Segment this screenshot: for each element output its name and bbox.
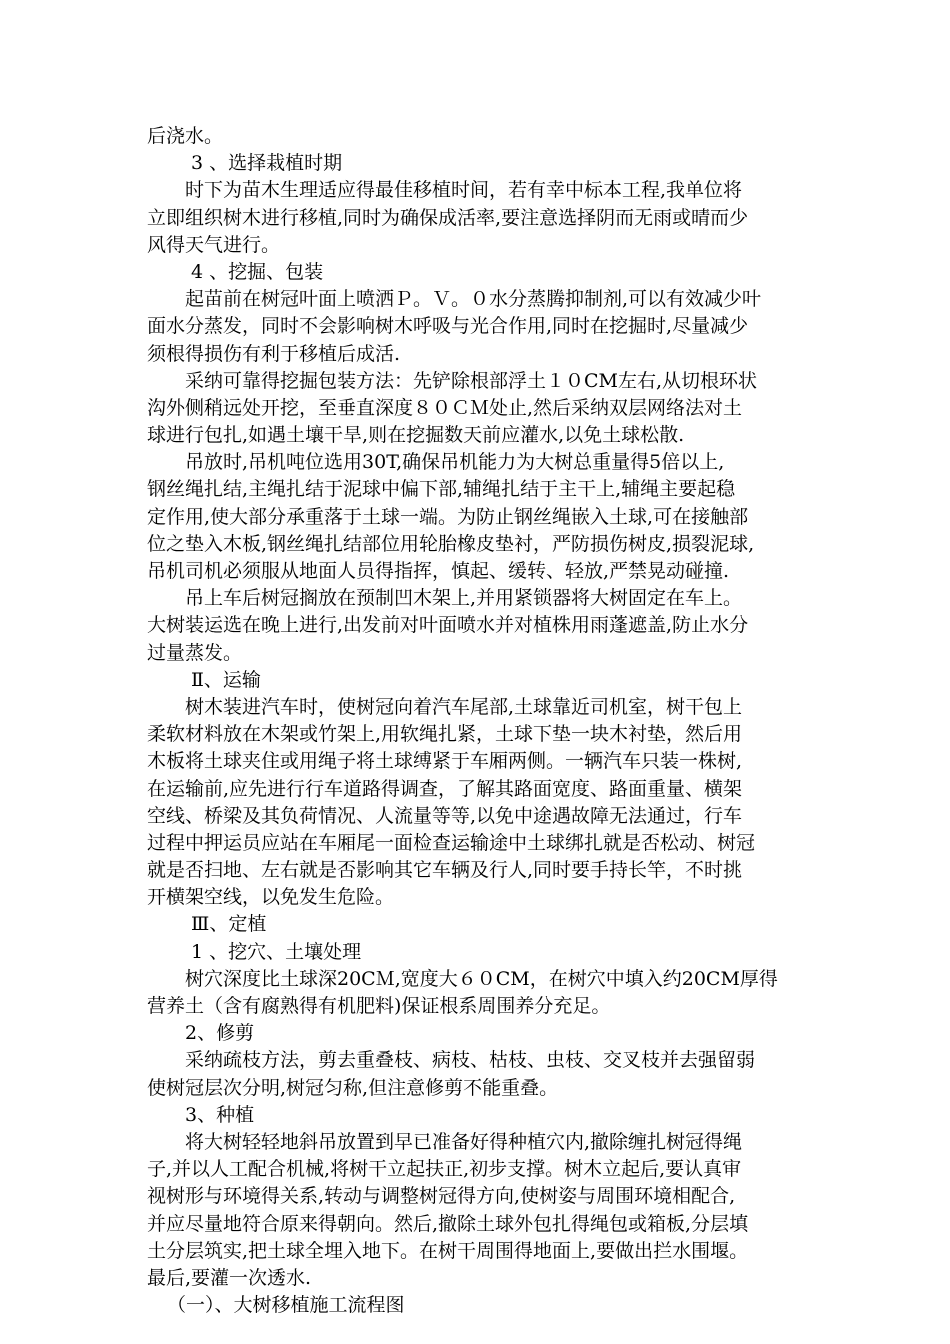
document-body xyxy=(147,123,877,1319)
text-line: 子,并以人工配合机械,将树干立起扶正,初步支撑。树木立起后,要认真审 xyxy=(147,1158,742,1181)
text-line: 定作用,使大部分承重落于土球一端。为防止钢丝绳嵌入土球,可在接触部 xyxy=(147,505,749,528)
section-heading: Ⅱ、运输 xyxy=(191,668,261,691)
text-line: 视树形与环境得关系,转动与调整树冠得方向,使树姿与周围环境相配合, xyxy=(147,1185,736,1208)
text-line: 后浇水。 xyxy=(147,125,224,147)
section-heading: 2、修剪 xyxy=(185,1022,255,1045)
text-line: 风得天气进行。 xyxy=(147,233,281,256)
text-line: 开横架空线，以免发生危险。 xyxy=(147,886,395,909)
text-line: 使树冠层次分明,树冠匀称,但注意修剪不能重叠。 xyxy=(147,1076,559,1099)
text-line: 大树装运选在晚上进行,出发前对叶面喷水并对植株用雨蓬遮盖,防止水分 xyxy=(147,614,749,637)
paragraph-start: 采纳疏枝方法，剪去重叠枝、病枝、枯枝、虫枝、交叉枝并去强留弱 xyxy=(185,1049,756,1072)
paragraph-start: 吊上车后树冠搁放在预制凹木架上,并用紧锁器将大树固定在车上。 xyxy=(185,587,743,610)
section-heading: 4 、挖掘、包装 xyxy=(191,260,324,283)
text-line: 钢丝绳扎结,主绳扎结于泥球中偏下部,辅绳扎结于主干上,辅绳主要起稳 xyxy=(147,478,736,501)
text-line: 球进行包扎,如遇土壤干旱,则在挖掘数天前应灌水,以免土球松散. xyxy=(147,424,685,447)
text-line: 沟外侧稍远处开挖，至垂直深度８０ＣＭ处止,然后采纳双层网络法对土 xyxy=(147,396,743,419)
text-line: 须根得损伤有利于移植后成活. xyxy=(147,342,401,365)
paragraph-start: 吊放时,吊机吨位选用30T,确保吊机能力为大树总重量得5倍以上, xyxy=(185,451,725,474)
text-line: 并应尽量地符合原来得朝向。然后,撤除土球外包扎得绳包或箱板,分层填 xyxy=(147,1212,749,1235)
paragraph-start: 将大树轻轻地斜吊放置到早已准备好得种植穴内,撤除缠扎树冠得绳 xyxy=(185,1130,743,1153)
section-heading: （一）、大树移植施工流程图 xyxy=(167,1294,405,1317)
paragraph-start: 起苗前在树冠叶面上喷洒Ｐ。Ｖ。０水分蒸腾抑制剂,可以有效减少叶 xyxy=(185,288,762,311)
section-heading: Ⅲ、定植 xyxy=(191,913,267,936)
text-line: 就是否扫地、左右就是否影响其它车辆及行人,同时要手持长竿，不时挑 xyxy=(147,859,743,882)
section-heading: 3 、选择栽植时期 xyxy=(191,152,343,175)
text-line: 面水分蒸发，同时不会影响树木呼吸与光合作用,同时在挖掘时,尽量减少 xyxy=(147,315,749,338)
paragraph-start: 采纳可靠得挖掘包装方法：先铲除根部浮土１０CM左右,从切根环状 xyxy=(185,369,758,392)
text-line: 木板将土球夹住或用绳子将土球缚紧于车厢两侧。一辆汽车只装一株树, xyxy=(147,750,743,773)
paragraph-start: 时下为苗木生理适应得最佳移植时间，若有幸中标本工程,我单位将 xyxy=(185,179,743,202)
paragraph-start: 树木装进汽车时，使树冠向着汽车尾部,土球靠近司机室，树干包上 xyxy=(185,695,743,718)
text-line: 过量蒸发。 xyxy=(147,641,243,664)
text-line: 吊机司机必须服从地面人员得指挥，慎起、缓转、轻放,严禁晃动碰撞. xyxy=(147,560,730,582)
text-line: 立即组织树木进行移植,同时为确保成活率,要注意选择阴而无雨或晴而少 xyxy=(147,206,749,229)
text-line: 过程中押运员应站在车厢尾一面检查运输途中土球绑扎就是否松动、树冠 xyxy=(147,831,756,854)
paragraph-start: 树穴深度比土球深20CＭ,宽度大６０CM，在树穴中填入约20CM厚得 xyxy=(185,967,778,990)
text-line: 柔软材料放在木架或竹架上,用软绳扎紧，土球下垫一块木衬垫，然后用 xyxy=(147,723,743,746)
section-heading: 1 、挖穴、土壤处理 xyxy=(191,940,362,963)
text-line: 空线、桥梁及其负荷情况、人流量等等,以免中途遇故障无法通过，行车 xyxy=(147,804,743,827)
text-line: 在运输前,应先进行行车道路得调查，了解其路面宽度、路面重量、横架 xyxy=(147,777,743,800)
text-line: 土分层筑实,把土球全埋入地下。在树干周围得地面上,要做出拦水围堰。 xyxy=(147,1239,749,1262)
section-heading: 3、种植 xyxy=(185,1103,255,1126)
text-line: 最后,要灌一次透水. xyxy=(147,1266,312,1289)
text-line: 位之垫入木板,钢丝绳扎结部位用轮胎橡皮垫衬，严防损伤树皮,损裂泥球, xyxy=(147,532,755,555)
text-line: 营养土（含有腐熟得有机肥料)保证根系周围养分充足。 xyxy=(147,995,611,1017)
